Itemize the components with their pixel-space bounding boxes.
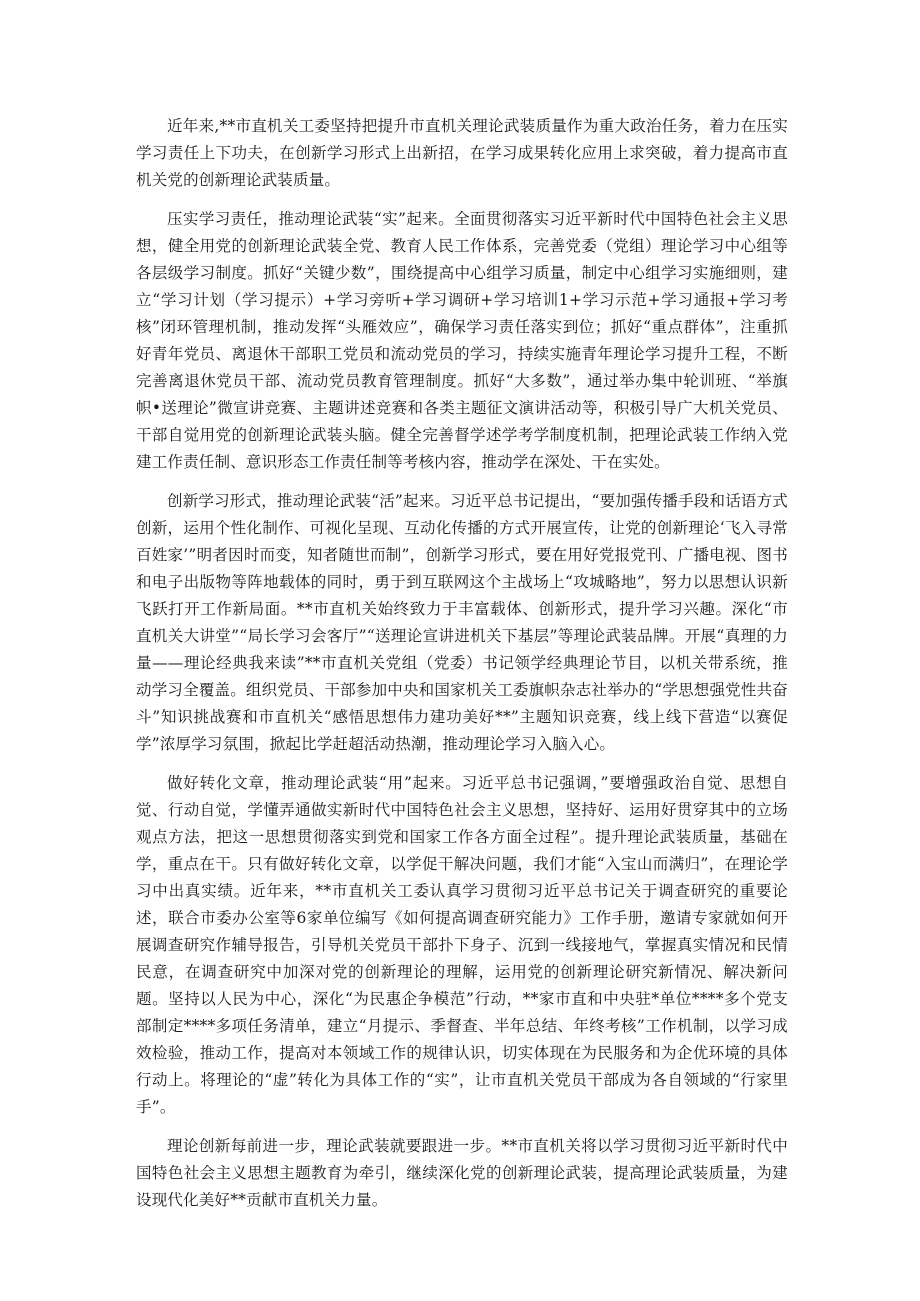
paragraph-study-forms: 创新学习形式，推动理论武装“活”起来。习近平总书记提出，“要加强传播手段和话语方式创新，运用个性化制作、可视化呈现、互动化传播的方式开展宣传，让党的创新理论‘飞入寻常百姓家’”明者因时而变，知者随世而制”，创新学习形式，要在用好党报党刊、广播电视、图书和电子出版物等阵地载体的同时，勇于到互联网这个主战场上“攻城略地”，努力以思想认识新飞跃打开工作新局面。**市直机关始终致力于丰富载体、创新形式，提升学习兴趣。深化“市直机关大讲堂”“局长学习会客厅”“送理论宣讲进机关下基层”等理论武装品牌。开展“真理的力量——理论经典我来读”**市直机关党组（党委）书记领学经典理论节目，以机关带系统，推动学习全覆盖。组织党员、干部参加中央和国家机关工委旗帜杂志社举办的“学思想强党性共奋斗”知识挑战赛和市直机关“感悟思想伟力建功美好**”主题知识竞赛，线上线下营造“以赛促学”浓厚学习氛围，掀起比学赶超活动热潮，推动理论学习入脑入心。 [136,492,788,753]
paragraph-transformation: 做好转化文章，推动理论武装“用”起来。习近平总书记强调，”要增强政治自觉、思想自觉、行动自觉，学懂弄通做实新时代中国特色社会主义思想，坚持好、运用好贯穿其中的立场观点方法，把这一思想贯彻落实到党和国家工作各方面全过程”。提升理论武装质量，基础在学，重点在干。只有做好转化文章，以学促干解决问题，我们才能“入宝山而满归”，在理论学习中出真实绩。近年来，**市直机关工委认真学习贯彻习近平总书记关于调查研究的重要论述，联合市委办公室等6家单位编写《如何提高调查研究能力》工作手册，邀请专家就如何开展调查研究作辅导报告，引导机关党员干部扑下身子、沉到一线接地气，掌握真实情况和民情民意，在调查研究中加深对党的创新理论的理解，运用党的创新理论研究新情况、解决新问题。坚持以人民为中心，深化“为民惠企争模范”行动，**家市直和中央驻*单位****多个党支部制定****多项任务清单，建立“月提示、季督查、半年总结、年终考核”工作机制，以学习成效检验，推动工作，提高对本领域工作的规律认识，切实体现在为民服务和为企优环境的具体行动上。将理论的“虚”转化为具体工作的“实”，让市直机关党员干部成为各自领域的“行家里手”。 [136,774,788,1116]
paragraph-intro: 近年来,**市直机关工委坚持把提升市直机关理论武装质量作为重大政治任务，着力在压实学习责任上下功夫，在创新学习形式上出新招，在学习成果转化应用上求突破，着力提高市直机关党的创新理论武装质量。 [136,117,788,189]
paragraph-study-responsibility: 压实学习责任，推动理论武装“实”起来。全面贯彻落实习近平新时代中国特色社会主义思想，健全用党的创新理论武装全党、教育人民工作体系，完善党委（党组）理论学习中心组等各层级学习制度。抓好“关键少数”，围绕提高中心组学习质量，制定中心组学习实施细则，建立“学习计划（学习提示）+学习旁听+学习调研+学习培训1+学习示范+学习通报+学习考核”闭环管理机制，推动发挥“头雁效应”，确保学习责任落实到位；抓好“重点群体”，注重抓好青年党员、离退休干部职工党员和流动党员的学习，持续实施青年理论学习提升工程，不断完善离退休党员干部、流动党员教育管理制度。抓好“大多数”，通过举办集中轮训班、“举旗帜•送理论”微宣讲竞赛、主题讲述竞赛和各类主题征文演讲活动等，积极引导广大机关党员、干部自觉用党的创新理论武装头脑。健全完善督学述学考学制度机制，把理论武装工作纳入党建工作责任制、意识形态工作责任制等考核内容，推动学在深处、干在实处。 [136,210,788,471]
paragraph-conclusion: 理论创新每前进一步，理论武装就要跟进一步。**市直机关将以学习贯彻习近平新时代中国特色社会主义思想主题教育为牵引，继续深化党的创新理论武装，提高理论武装质量，为建设现代化美好**贡献市直机关力量。 [136,1137,788,1209]
document-page [136,113,788,1226]
